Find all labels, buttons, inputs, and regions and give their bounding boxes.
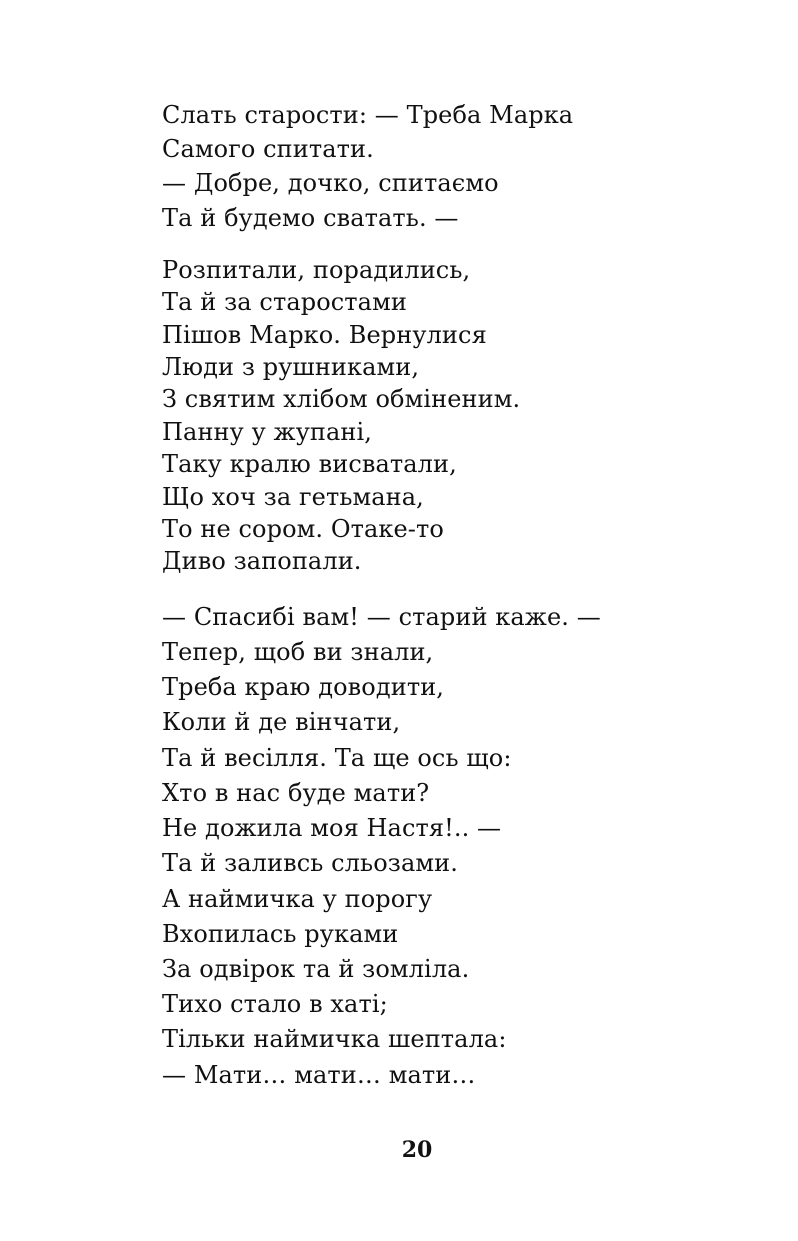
stanza-2 xyxy=(162,254,762,578)
poem-line: Тільки наймичка шептала: xyxy=(162,1025,507,1054)
poem-line: Не дожила моя Настя!.. — xyxy=(162,814,502,843)
poem-line: Слать старости: — Треба Марка xyxy=(162,101,574,129)
poem-line: Тепер, щоб ви знали, xyxy=(162,638,434,667)
poem-line: Розпитали, порадились, xyxy=(162,255,471,284)
poem-line: То не сором. Отаке-то xyxy=(162,515,444,544)
poem-line: Та й будемо сватать. — xyxy=(162,203,459,232)
poem-line: Треба краю доводити, xyxy=(162,673,445,702)
poem-line: Та й заливсь сльозами. xyxy=(162,849,458,878)
poem-line: Самого спитати. xyxy=(162,135,374,164)
stanza-3 xyxy=(162,600,762,1093)
poem-line: Та й за старостами xyxy=(162,288,407,317)
poem-line: Панну у жупані, xyxy=(162,417,373,446)
poem-line: — Добре, дочко, спитаємо xyxy=(162,169,499,198)
page-number: 20 xyxy=(401,1137,433,1163)
poem-line: За одвірок та й зомліла. xyxy=(162,954,470,983)
poem-line: Коли й де вінчати, xyxy=(162,708,401,737)
poem-line: З святим хлібом обміненим. xyxy=(162,385,521,414)
poem-line: Хто в нас буде мати? xyxy=(162,778,430,807)
poem-line: А наймичка у порогу xyxy=(162,884,433,913)
poem-line: Таку кралю висватали, xyxy=(162,450,457,479)
poem-line: — Мати… мати… мати… xyxy=(162,1060,476,1089)
poem-line: Пішов Марко. Вернулися xyxy=(162,320,487,349)
poem-line: Тихо стало в хаті; xyxy=(162,990,388,1019)
poem-line: Диво запопали. xyxy=(162,547,362,576)
poem-line: Люди з рушниками, xyxy=(162,353,420,382)
poem-line: Що хоч за гетьмана, xyxy=(162,482,424,511)
stanza-1 xyxy=(162,98,762,235)
poem-line: Вхопилась руками xyxy=(162,919,399,948)
poem-line: Та й весілля. Та ще ось що: xyxy=(162,743,512,772)
poem-text xyxy=(162,98,762,1093)
poem-line: — Спасибі вам! — старий каже. — xyxy=(162,602,601,631)
